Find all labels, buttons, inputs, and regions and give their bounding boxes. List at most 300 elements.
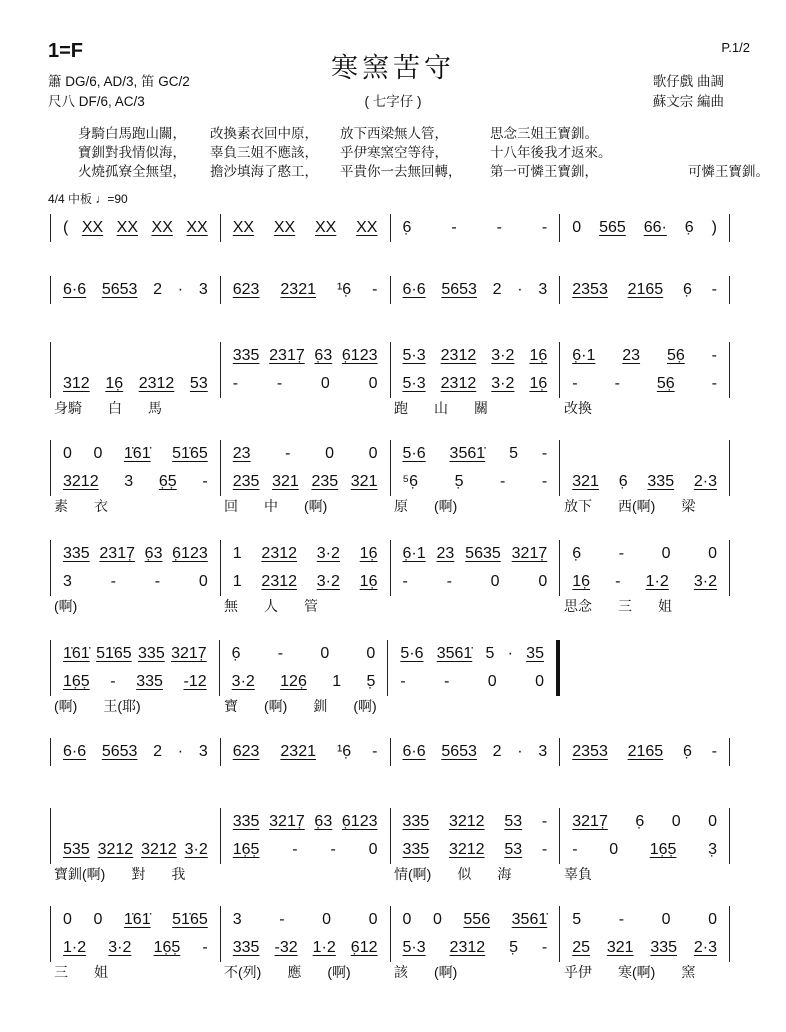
- measure-lyrics: [50, 962, 220, 984]
- measure-lyrics: [390, 864, 560, 886]
- measure-lyrics: [220, 398, 390, 420]
- note-group: -: [614, 375, 620, 392]
- note-group: 321: [606, 939, 634, 956]
- note-group: 3: [232, 911, 242, 928]
- score-system: [50, 640, 560, 718]
- note-group: 535: [63, 841, 90, 858]
- note-group: 0: [368, 375, 378, 392]
- verse-phrase: 辜負三姐不應該，: [210, 145, 318, 160]
- note-group: 5·6: [402, 445, 426, 462]
- score-system: [50, 540, 730, 618]
- note-group: -: [446, 573, 452, 590]
- verse-phrase: 十八年後我才返來。: [490, 145, 612, 160]
- lyrics-line: [50, 496, 730, 518]
- measure: [50, 468, 220, 496]
- lyric-word: (啊): [304, 498, 328, 514]
- note-group: 0: [93, 445, 103, 462]
- measure: [559, 836, 730, 864]
- measure: [390, 808, 560, 836]
- note-group: -: [372, 281, 378, 298]
- lyric-word: 白: [108, 400, 122, 416]
- note-group: 3·2: [316, 545, 340, 562]
- note-group: 3·2: [491, 375, 515, 392]
- note-group: 16̣: [359, 573, 378, 590]
- note-group: XX: [315, 219, 337, 236]
- lyrics-line: [50, 398, 730, 420]
- note-group: 16̣: [572, 573, 591, 590]
- note-group: 16̣: [105, 375, 124, 392]
- measure: [387, 668, 560, 696]
- note-group: -: [500, 473, 506, 490]
- lyric-word: 對: [131, 866, 146, 882]
- note-group: -: [541, 445, 548, 462]
- lyric-word: 管: [304, 598, 318, 614]
- measure: [390, 370, 560, 398]
- note-group: 16̣5̣: [232, 841, 260, 858]
- note-group: 623: [232, 743, 260, 760]
- measure: [390, 214, 560, 242]
- note-group: 0: [661, 545, 671, 562]
- measure: [50, 668, 219, 696]
- measure: [50, 276, 220, 304]
- measure-lyrics: [50, 596, 220, 618]
- lyric-word: (啊): [54, 698, 78, 714]
- note-group: 0: [63, 911, 72, 928]
- upper-staff: [50, 808, 730, 836]
- note-group: 6̣·1: [572, 347, 596, 364]
- measure: [220, 568, 390, 596]
- lyric-word: 梁: [681, 498, 696, 514]
- lyric-word: 放下: [564, 498, 592, 514]
- lyric-word: 無: [224, 598, 238, 614]
- note-group: 321: [572, 473, 599, 490]
- lower-staff: [50, 934, 730, 962]
- note-group: 235: [232, 473, 260, 490]
- genre-label: 歌仔戲 曲調: [652, 74, 724, 89]
- upper-staff: [50, 440, 730, 468]
- lyric-word: 窯: [681, 964, 696, 980]
- lyric-word: 三: [54, 964, 68, 980]
- measure: [220, 934, 390, 962]
- note-group: ·: [507, 645, 513, 662]
- note-group: 126̣: [280, 673, 307, 690]
- note-group: XX: [273, 219, 296, 236]
- instrument-tuning-1: 簫 DG/6, AD/3, 笛 GC/2: [48, 74, 190, 89]
- measure: [390, 540, 560, 568]
- note-group: 5653: [441, 281, 477, 298]
- lyric-word: 身騎: [54, 400, 82, 416]
- note-group: -: [202, 473, 208, 490]
- note-group: 5653: [441, 743, 477, 760]
- note-group: 6̣123: [341, 347, 378, 364]
- measure: [390, 738, 560, 766]
- lyric-word: 思念: [564, 598, 592, 614]
- lyric-word: 釧: [313, 698, 328, 714]
- note-group: ¹6̣: [336, 281, 352, 298]
- lyric-word: 山: [434, 400, 448, 416]
- note-group: 0: [708, 545, 717, 562]
- measure: [50, 568, 220, 596]
- note-group: -: [444, 673, 450, 690]
- note-group: 321: [350, 473, 378, 490]
- verse-phrase: 放下西梁無人管，: [340, 126, 448, 141]
- lyric-word: (啊): [327, 964, 351, 980]
- note-group: 235: [311, 473, 339, 490]
- note-group: -: [572, 375, 578, 392]
- measure: [390, 440, 560, 468]
- lyric-word: 三: [618, 598, 632, 614]
- verse-phrase: 平貴你一去無回轉，: [340, 164, 462, 179]
- lyric-word: 辜負: [564, 866, 592, 882]
- note-group: 6·6: [63, 281, 87, 298]
- lyric-word: 海: [497, 866, 512, 882]
- note-group: 1̇61̇: [63, 645, 90, 662]
- arranger-label: 蘇文宗 編曲: [652, 94, 724, 109]
- note-group: 0: [325, 445, 334, 462]
- measure-lyrics: [50, 496, 220, 518]
- upper-staff: [50, 276, 730, 304]
- measure: [220, 276, 390, 304]
- measure: [390, 836, 560, 864]
- note-group: 2312: [261, 573, 298, 590]
- lyrics-line: [50, 962, 730, 984]
- note-group: -: [496, 219, 502, 236]
- note-group: -: [292, 841, 298, 858]
- note-group: 2165: [627, 281, 664, 298]
- note-group: -: [330, 841, 336, 858]
- score-system: [50, 808, 730, 886]
- note-group: 3217̣: [269, 813, 305, 830]
- measure: [220, 440, 390, 468]
- note-group: -: [618, 911, 625, 928]
- measure: [50, 540, 220, 568]
- note-group: 3217̣: [572, 813, 608, 830]
- note-group: -: [232, 375, 239, 392]
- note-group: -: [279, 911, 285, 928]
- note-group: 3217̣: [511, 545, 548, 562]
- note-group: 335: [138, 645, 165, 662]
- note-group: 0: [93, 911, 103, 928]
- note-group: 6̣3: [144, 545, 163, 562]
- note-group: 1: [232, 545, 242, 562]
- note-group: 335: [63, 545, 90, 562]
- note-group: -: [110, 673, 116, 690]
- note-group: 0: [609, 841, 619, 858]
- note-group: 35: [526, 645, 544, 662]
- verse-phrase: 思念三姐王寶釧。: [490, 126, 598, 141]
- note-group: -: [372, 743, 378, 760]
- note-group: 23: [622, 347, 641, 364]
- note-group: -: [277, 645, 284, 662]
- lyrics-line: [50, 696, 560, 718]
- measure-lyrics: [560, 496, 730, 518]
- note-group: 0: [322, 911, 332, 928]
- note-group: -: [541, 939, 548, 956]
- measure: [390, 342, 560, 370]
- verse-phrase: 改換素衣回中原，: [210, 126, 318, 141]
- verse-phrase: 身騎白馬跑山關，: [78, 126, 186, 141]
- note-group: ·: [517, 743, 523, 760]
- measure: [50, 934, 220, 962]
- upper-staff: [50, 738, 730, 766]
- lyric-word: 寶: [224, 698, 238, 714]
- measure: [50, 440, 220, 468]
- note-group: -32: [274, 939, 298, 956]
- measure-lyrics: [560, 962, 730, 984]
- note-group: 6̣: [682, 281, 692, 298]
- note-group: 3561̇: [449, 445, 486, 462]
- note-group: 3·2: [316, 573, 340, 590]
- note-group: 0: [572, 219, 582, 236]
- measure: [220, 370, 390, 398]
- note-group: 6·6: [402, 281, 426, 298]
- note-group: 0: [432, 911, 442, 928]
- note-group: 5̣: [366, 673, 376, 690]
- measure-lyrics: [50, 864, 220, 886]
- measure: [390, 906, 560, 934]
- measure: [559, 342, 730, 370]
- note-group: 3217̣: [171, 645, 207, 662]
- lyric-word: 關: [474, 400, 488, 416]
- measure-lyrics: [560, 864, 730, 886]
- note-group: 3: [198, 743, 208, 760]
- note-group: XX: [81, 219, 104, 236]
- note-group: 0: [63, 445, 72, 462]
- score-system: [50, 214, 730, 242]
- verse-phrase: 火燒孤寮全無望，: [78, 164, 186, 179]
- note-group: 3212: [448, 841, 485, 858]
- note-group: 16̣5̣: [63, 673, 90, 690]
- note-group: -: [711, 743, 717, 760]
- measure: [50, 836, 220, 864]
- note-group: 6̣: [682, 743, 692, 760]
- note-group: 6̣123: [341, 813, 378, 830]
- measure: [220, 214, 390, 242]
- note-group: 3212: [63, 473, 99, 490]
- lyric-word: (啊): [353, 698, 377, 714]
- note-group: ·: [177, 743, 184, 760]
- measure: [559, 808, 730, 836]
- note-group: 2353: [572, 281, 608, 298]
- note-group: 6̣·1: [402, 545, 426, 562]
- measure-lyrics: [390, 962, 560, 984]
- measure: [220, 342, 390, 370]
- lower-staff: [50, 836, 730, 864]
- instrument-tuning-2: 尺八 DF/6, AC/3: [48, 94, 145, 109]
- measure-lyrics: [50, 398, 220, 420]
- upper-staff: [50, 906, 730, 934]
- lyric-word: 中: [264, 498, 278, 514]
- note-group: 623: [232, 281, 260, 298]
- note-group: 51̇65: [172, 445, 208, 462]
- note-group: 3561̇: [511, 911, 548, 928]
- note-group: 2: [153, 281, 163, 298]
- note-group: 2353: [572, 743, 608, 760]
- note-group: 6̣12: [350, 939, 378, 956]
- note-group: 2312: [449, 939, 486, 956]
- measure: [559, 906, 730, 934]
- measure: [50, 342, 220, 370]
- measure-lyrics: [390, 696, 560, 718]
- note-group: -12: [183, 673, 207, 690]
- note-group: 1̇61̇: [123, 445, 151, 462]
- note-group: 2·3: [693, 473, 717, 490]
- lyric-word: 似: [457, 866, 472, 882]
- note-group: XX: [151, 219, 173, 236]
- note-group: ): [711, 219, 717, 236]
- upper-staff: [50, 540, 730, 568]
- measure: [559, 370, 730, 398]
- note-group: -: [285, 445, 291, 462]
- note-group: XX: [232, 219, 255, 236]
- measure: [220, 836, 390, 864]
- score-system: [50, 738, 730, 766]
- note-group: 0: [320, 645, 330, 662]
- measure-lyrics: [390, 398, 560, 420]
- note-group: 335: [402, 813, 430, 830]
- lyric-word: 原: [394, 498, 408, 514]
- measure-lyrics: [220, 596, 390, 618]
- lyric-word: 乎伊: [564, 964, 592, 980]
- note-group: 2: [492, 743, 502, 760]
- note-group: 0: [402, 911, 412, 928]
- note-group: 2317̣: [99, 545, 135, 562]
- lyric-word: 人: [264, 598, 278, 614]
- subtitle: ( 七字仔 ): [364, 94, 422, 109]
- note-group: 5: [509, 445, 518, 462]
- note-group: 0: [708, 813, 717, 830]
- note-group: 3212: [141, 841, 177, 858]
- note-group: (: [63, 219, 69, 236]
- note-group: 51̇65: [96, 645, 132, 662]
- measure-lyrics: [390, 496, 560, 518]
- note-group: 3212: [448, 813, 485, 830]
- measure: [50, 214, 220, 242]
- note-group: 5: [485, 645, 495, 662]
- lyric-word: 素: [54, 498, 68, 514]
- measure: [559, 440, 730, 468]
- note-group: 335: [232, 813, 260, 830]
- score-system: [50, 906, 730, 984]
- lower-staff: [50, 468, 730, 496]
- note-group: 66·: [643, 219, 667, 236]
- note-group: 3212: [97, 841, 134, 858]
- note-group: 56̣: [666, 347, 685, 364]
- lyric-word: (啊): [434, 498, 458, 514]
- lower-staff: [50, 668, 560, 696]
- measure: [559, 468, 730, 496]
- lyric-word: 跑: [394, 400, 408, 416]
- measure: [219, 668, 388, 696]
- note-group: -: [615, 573, 621, 590]
- note-group: 6̣123: [172, 545, 208, 562]
- note-group: 0: [366, 645, 376, 662]
- measure-lyrics: [220, 962, 390, 984]
- tempo-marking: 4/4 中板 ♩=90: [48, 192, 128, 206]
- note-group: 2·3: [693, 939, 717, 956]
- note-group: 5·6: [400, 645, 424, 662]
- note-group: XX: [186, 219, 208, 236]
- measure: [219, 640, 388, 668]
- note-group: 6̣: [231, 645, 241, 662]
- note-group: -: [618, 545, 625, 562]
- lyric-word: 姐: [94, 964, 108, 980]
- note-group: 3·2: [231, 673, 255, 690]
- note-group: 3·2: [491, 347, 515, 364]
- note-group: 3·2: [184, 841, 208, 858]
- note-group: 312: [63, 375, 90, 392]
- note-group: -: [541, 813, 548, 830]
- lyric-word: 情(啊): [394, 866, 432, 882]
- note-group: 565: [599, 219, 626, 236]
- measure: [559, 214, 730, 242]
- measure: [220, 808, 390, 836]
- note-group: 25: [572, 939, 591, 956]
- lower-staff: [50, 568, 730, 596]
- note-group: 556: [463, 911, 491, 928]
- lyric-word: 寶釧(啊): [54, 866, 106, 882]
- measure: [559, 738, 730, 766]
- note-group: -: [541, 473, 548, 490]
- note-group: 0: [661, 911, 671, 928]
- measure: [50, 906, 220, 934]
- note-group: 321: [272, 473, 299, 490]
- note-group: 6·6: [63, 743, 87, 760]
- lyric-word: 馬: [148, 400, 162, 416]
- note-group: 2321: [280, 743, 316, 760]
- measure: [390, 468, 560, 496]
- note-group: 5653: [101, 743, 138, 760]
- note-group: 2165: [627, 743, 664, 760]
- note-group: 51̇65: [172, 911, 208, 928]
- note-group: 0: [368, 445, 378, 462]
- note-group: 3: [198, 281, 208, 298]
- note-group: 1̇61̇: [123, 911, 151, 928]
- note-group: 335: [402, 841, 430, 858]
- measure: [220, 540, 390, 568]
- lyric-word: 該: [394, 964, 408, 980]
- measure-lyrics: [220, 496, 390, 518]
- measure: [387, 640, 560, 668]
- lyric-word: 寒(啊): [618, 964, 656, 980]
- note-group: 16̣: [529, 347, 548, 364]
- note-group: 335: [136, 673, 163, 690]
- note-group: 6̣: [572, 545, 582, 562]
- page-title: 寒窯苦守: [331, 53, 455, 84]
- note-group: 16̣5̣: [153, 939, 181, 956]
- note-group: -: [402, 573, 408, 590]
- note-group: 0: [708, 911, 717, 928]
- lyric-word: 不(列): [224, 964, 262, 980]
- note-group: -: [711, 375, 717, 392]
- page-number: P.1/2: [721, 40, 750, 55]
- note-group: 335: [647, 473, 675, 490]
- note-group: 0: [538, 573, 548, 590]
- note-group: 0: [368, 841, 378, 858]
- note-group: 2: [492, 281, 502, 298]
- note-group: 2: [153, 743, 163, 760]
- note-group: 335: [232, 347, 260, 364]
- note-group: 6̣: [618, 473, 628, 490]
- note-group: 1: [232, 573, 242, 590]
- note-group: 0: [490, 573, 500, 590]
- note-group: 53: [189, 375, 208, 392]
- lyrics-line: [50, 596, 730, 618]
- measure: [559, 568, 730, 596]
- note-group: -: [276, 375, 283, 392]
- note-group: XX: [356, 219, 378, 236]
- lyric-word: 回: [224, 498, 238, 514]
